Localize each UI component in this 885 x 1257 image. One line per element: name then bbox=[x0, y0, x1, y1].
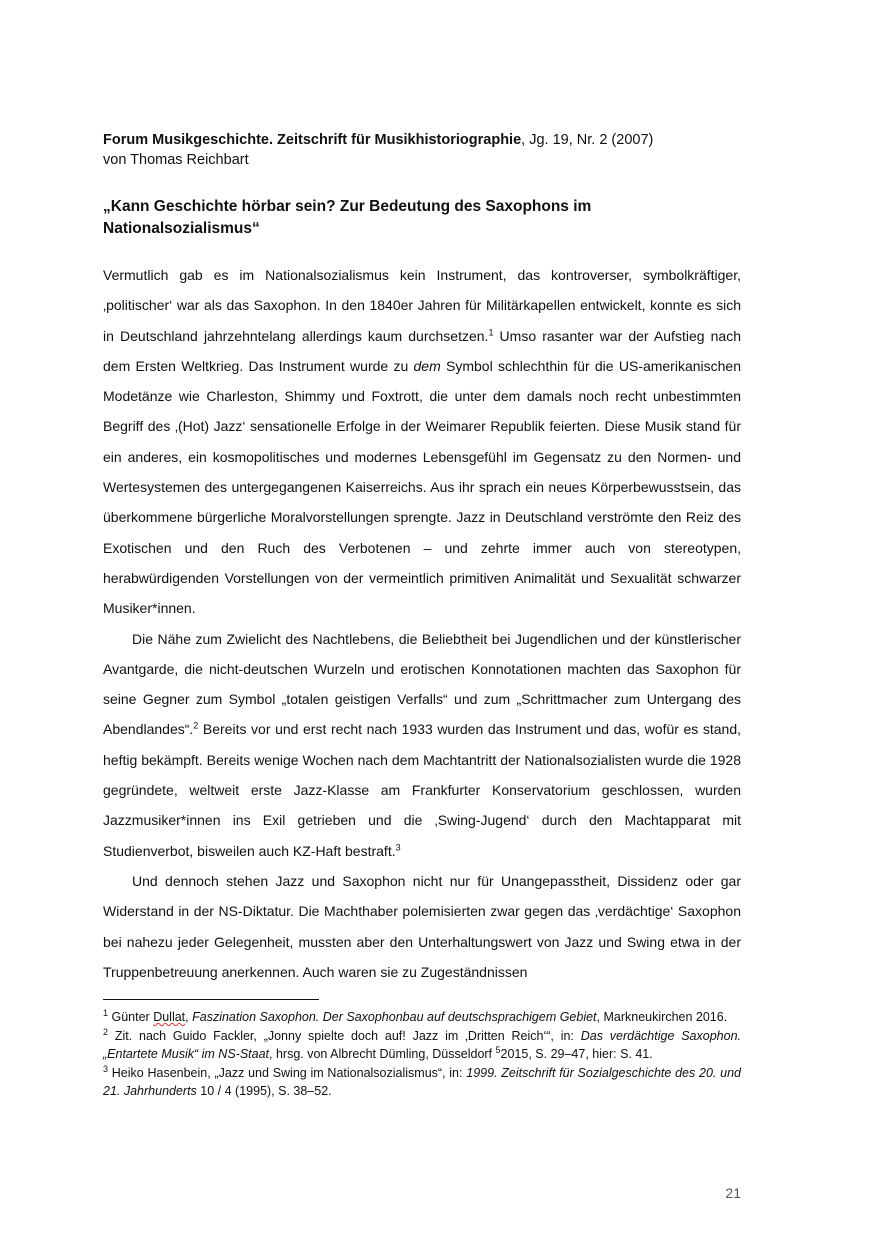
footnote-2-text-c: 2015, S. 29–47, hier: S. 41. bbox=[500, 1047, 653, 1061]
footnote-1-text-a: Günter bbox=[108, 1010, 154, 1024]
author-line: von Thomas Reichbart bbox=[103, 152, 249, 168]
paragraph-1 bbox=[103, 260, 741, 624]
article-title: „Kann Geschichte hörbar sein? Zur Bedeutung des Saxophons im Nationalsozialismus“ bbox=[103, 198, 592, 237]
paragraph-1-text-b: Umso rasanter war der Aufstieg nach dem Ersten Weltkrieg. Das Instrument wurde zu bbox=[103, 327, 741, 374]
footnote-1-text-c: , Markneukirchen 2016. bbox=[596, 1010, 728, 1024]
paragraph-1-text-a: Vermutlich gab es im Nationalsozialismus kein Instrument, das kontroverser, symbolkräftiger, ‚politischer‘ war als das Saxophon. In den 1840er Jahren für Militärkapellen entwickelt, konnte es sich in Deutschland jahrzehntelang allerdings kaum durchsetzen. bbox=[103, 267, 741, 344]
paragraph-2-text-a: Die Nähe zum Zwielicht des Nachtlebens, die Beliebtheit bei Jugendlichen und der künstlerischer Avantgarde, die nicht-deutschen Wurzeln und erotischen Konnotationen machten das Saxophon für seine Gegner zum Symbol „totalen geistigen Verfalls“ und zum „Schrittmacher zum Untergang des Abendlandes“. bbox=[103, 630, 741, 738]
article-body bbox=[103, 260, 741, 987]
footnote-3-text-a: Heiko Hasenbein, „Jazz und Swing im Nationalsozialismus“, in: bbox=[108, 1065, 467, 1080]
footnote-3-title: 1999. Zeitschrift für Sozialgeschichte des 20. und 21. Jahrhunderts bbox=[103, 1065, 741, 1098]
footnote-2-text-a: Zit. nach Guido Fackler, „Jonny spielte doch auf! Jazz im ‚Dritten Reich‘“, in: bbox=[108, 1028, 581, 1043]
paragraph-2-text-b: Bereits vor und erst recht nach 1933 wurden das Instrument und das, wofür es stand, heftig bekämpft. Bereits wenige Wochen nach dem Machtantritt der Nationalsozialisten wurde die 1928 gegründete, weltweit erste Jazz-Klasse am Frankfurter Konservatorium geschlossen, wurden Jazzmusiker*innen ins Exil getrieben und die ‚Swing-Jugend‘ durch den Machtapparat mit Studienverbot, bisweilen auch KZ-Haft bestraft. bbox=[103, 721, 741, 859]
footnote-2-edition: 5 bbox=[495, 1044, 501, 1055]
footnote-ref-2[interactable]: 2 bbox=[193, 720, 199, 731]
footnote-1-number: 1 bbox=[103, 1007, 109, 1018]
footnote-ref-1[interactable]: 1 bbox=[488, 326, 494, 337]
footnote-separator bbox=[103, 999, 319, 1000]
paragraph-1-text-c: Symbol schlechthin für die US-amerikanischen Modetänze wie Charleston, Shimmy und Foxtrott, die unter dem damals noch recht unbestimmten Begriff des ‚(Hot) Jazz‘ sensationelle Erfolge in der Weimarer Republik feierten. Diese Musik stand für ein anderes, ein kosmopolitisches und modernes Lebensgefühl im Gegensatz zu den Normen- und Wertesystemen des untergegangenen Kaiserreichs. Aus ihr sprach ein neues Körperbewusstsein, das überkommene bürgerliche Moralvorstellungen sprengte. Jazz in Deutschland verströmte den Reiz des Exotischen und den Ruch des Verbotenen – und zehrte immer auch von stereotypen, herabwürdigenden Vorstellungen von der vermeintlich primitiven Animalität und Sexualität schwarzer Musiker*innen. bbox=[103, 357, 741, 617]
document-page bbox=[103, 130, 741, 987]
footnote-2-text-b: , hrsg. von Albrecht Dümling, Düsseldorf bbox=[269, 1047, 496, 1061]
journal-details: , Jg. 19, Nr. 2 (2007) bbox=[521, 132, 654, 148]
journal-title: Forum Musikgeschichte. Zeitschrift für Musikhistoriographie bbox=[103, 132, 522, 148]
footnote-3-text-b: 10 / 4 (1995), S. 38–52. bbox=[196, 1084, 332, 1098]
footnote-2 bbox=[103, 1027, 741, 1064]
emphasis-dem: dem bbox=[413, 357, 441, 374]
footnote-1 bbox=[103, 1008, 741, 1027]
paragraph-3: Und dennoch stehen Jazz und Saxophon nicht nur für Unangepasstheit, Dissidenz oder gar Widerstand in der NS-Diktatur. Die Machthaber polemisierten zwar gegen das ‚verdächtige‘ Saxophon bei nahezu jeder Gelegenheit, mussten aber den Unterhaltungswert von Jazz und Swing etwa in der Truppenbetreuung anerkennen. Auch waren sie zu Zugeständnissen bbox=[103, 872, 741, 980]
footnotes bbox=[103, 1008, 741, 1101]
footnote-1-title: Faszination Saxophon. Der Saxophonbau auf deutschsprachigem Gebiet bbox=[192, 1010, 597, 1024]
spellcheck-word[interactable]: Dullat bbox=[153, 1010, 186, 1024]
footnote-3 bbox=[103, 1064, 741, 1101]
footnote-ref-3[interactable]: 3 bbox=[395, 841, 401, 852]
page-number: 21 bbox=[725, 1185, 741, 1201]
journal-citation bbox=[103, 130, 741, 150]
paragraph-2 bbox=[103, 624, 741, 866]
footnote-2-title: Das verdächtige Saxophon. „Entartete Musik“ im NS-Staat bbox=[103, 1028, 741, 1061]
footnote-2-number: 2 bbox=[103, 1026, 109, 1037]
footnote-3-number: 3 bbox=[103, 1063, 109, 1074]
footnote-1-text-b: , bbox=[185, 1010, 193, 1024]
